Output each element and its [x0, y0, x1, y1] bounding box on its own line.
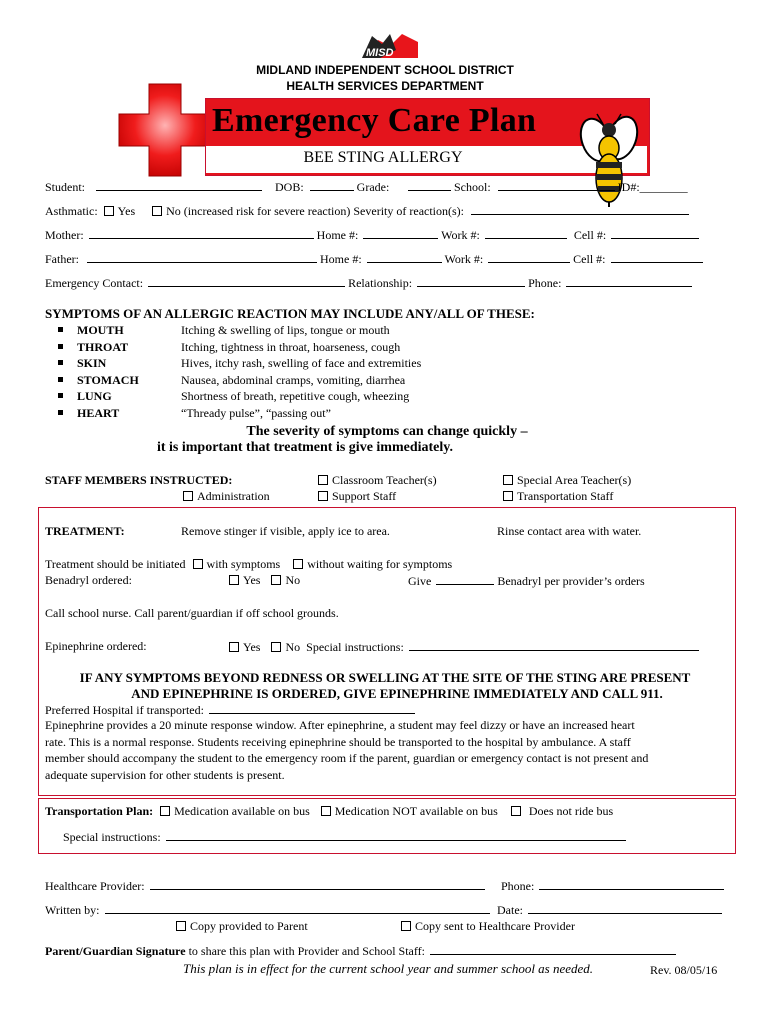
staff-admin-checkbox[interactable] [183, 491, 193, 501]
asthmatic-yes-label: Yes [117, 204, 136, 218]
mother-work-field[interactable] [485, 227, 567, 239]
relationship-label: Relationship: [348, 276, 413, 290]
mother-home-field[interactable] [363, 227, 438, 239]
emergency-row [45, 275, 692, 291]
call-nurse: Call school nurse. Call parent/guardian if off school grounds. [45, 606, 339, 620]
epi-special-label: Special instructions: [306, 640, 404, 654]
staff-transportation-label: Transportation Staff [517, 489, 614, 503]
without-waiting-checkbox[interactable] [293, 559, 303, 569]
dob-label: DOB: [275, 180, 304, 194]
father-row [45, 251, 703, 267]
emergency-contact-label: Emergency Contact: [45, 276, 144, 290]
symptom-area [58, 373, 139, 388]
symptom-description: Itching, tightness in throat, hoarseness, cough [181, 339, 401, 354]
staff-special-area-label: Special Area Teacher(s) [517, 473, 632, 487]
symptom-area-label: LUNG [77, 389, 112, 403]
provider-phone-row [501, 878, 724, 894]
preferred-hospital-field[interactable] [209, 702, 415, 714]
staff-admin [183, 489, 270, 504]
symptom-area [58, 389, 112, 404]
father-home-label: Home #: [320, 252, 362, 266]
dob-row [275, 179, 389, 195]
copy-parent-checkbox[interactable] [176, 921, 186, 931]
symptom-area-label: THROAT [77, 339, 129, 354]
id-label: ID#: [617, 180, 640, 194]
copy-parent [176, 919, 308, 934]
symptoms-heading: SYMPTOMS OF AN ALLERGIC REACTION MAY INCLUDE ANY/ALL OF THESE: [45, 306, 535, 321]
written-by-label: Written by: [45, 903, 100, 917]
father-work-field[interactable] [488, 251, 570, 263]
copy-parent-label: Copy provided to Parent [190, 919, 308, 933]
treatment-rinse: Rinse contact area with water. [497, 524, 642, 538]
med-not-available-checkbox[interactable] [321, 806, 331, 816]
staff-support-checkbox[interactable] [318, 491, 328, 501]
father-cell-field[interactable] [611, 251, 703, 263]
father-cell-label: Cell #: [573, 252, 606, 266]
signature-field[interactable] [430, 943, 676, 955]
mother-cell-field[interactable] [611, 227, 699, 239]
staff-classroom [318, 473, 437, 488]
signature-label-bold: Parent/Guardian Signature [45, 944, 186, 958]
school-field[interactable] [498, 179, 615, 191]
transport-special-field[interactable] [166, 829, 626, 841]
symptom-area [58, 340, 128, 355]
bullet-icon [58, 344, 63, 349]
preferred-hospital-label: Preferred Hospital if transported: [45, 703, 204, 717]
epi-yes-label: Yes [243, 640, 261, 654]
symptom-area-label: SKIN [77, 356, 107, 370]
symptom-description: Nausea, abdominal cramps, vomiting, diarrhea [181, 372, 406, 387]
effective-note: This plan is in effect for the current school year and summer school as needed. [183, 961, 594, 976]
initiated-label: Treatment should be initiated [45, 557, 186, 571]
staff-classroom-label: Classroom Teacher(s) [332, 473, 437, 487]
student-row [45, 179, 262, 195]
severity-field[interactable] [471, 203, 689, 215]
mother-cell-label: Cell #: [573, 228, 607, 242]
benadryl-give-row [408, 573, 645, 589]
epi-special-field[interactable] [409, 639, 699, 651]
bullet-icon [58, 393, 63, 398]
epi-yes-checkbox[interactable] [229, 642, 239, 652]
symptom-description: Shortness of breath, repetitive cough, wheezing [181, 389, 410, 403]
staff-special-area-checkbox[interactable] [503, 475, 513, 485]
initiated-row [45, 557, 452, 572]
transport-special-row [63, 829, 626, 845]
symptom-description: “Thready pulse”, “passing out” [181, 405, 331, 420]
provider-label: Healthcare Provider: [45, 879, 145, 893]
epi-paragraph-line: Epinephrine provides a 20 minute response window. After epinephrine, a student may feel dizzy or have an increased heart [45, 718, 635, 732]
with-symptoms-label: with symptoms [206, 557, 281, 571]
treatment-stinger: Remove stinger if visible, apply ice to area. [181, 524, 390, 538]
benadryl-no-label: No [285, 573, 301, 587]
signature-row [45, 943, 676, 959]
transportation-row [45, 804, 613, 819]
dob-field[interactable] [310, 179, 354, 191]
staff-support-label: Support Staff [332, 489, 397, 503]
department-name: HEALTH SERVICES DEPARTMENT [286, 79, 484, 93]
med-available-label: Medication available on bus [174, 804, 310, 818]
asthmatic-row [45, 203, 689, 219]
relationship-field[interactable] [417, 275, 525, 287]
provider-field[interactable] [150, 878, 485, 890]
epi-paragraph-line: adequate supervision for other students is present. [45, 767, 285, 782]
grade-field-wrap [408, 179, 688, 195]
father-home-field[interactable] [367, 251, 442, 263]
written-by-row [45, 902, 490, 918]
staff-transportation-checkbox[interactable] [503, 491, 513, 501]
staff-classroom-checkbox[interactable] [318, 475, 328, 485]
grade-field[interactable] [408, 179, 451, 191]
bullet-icon [58, 327, 63, 332]
symptom-area-label: STOMACH [77, 372, 139, 387]
provider-phone-field[interactable] [539, 878, 724, 890]
epi-alert-1: IF ANY SYMPTOMS BEYOND REDNESS OR SWELLING AT THE SITE OF THE STING ARE PRESENT [79, 670, 691, 685]
with-symptoms-checkbox[interactable] [193, 559, 203, 569]
severity-warning-2: it is important that treatment is give immediately. [156, 440, 454, 455]
father-work-label: Work #: [444, 252, 484, 266]
epi-alert-2: AND EPINEPHRINE IS ORDERED, GIVE EPINEPHRINE IMMEDIATELY AND CALL 911. [131, 686, 663, 701]
bullet-icon [58, 377, 63, 382]
asthmatic-no-checkbox[interactable] [152, 206, 162, 216]
symptom-description: Itching & swelling of lips, tongue or mouth [181, 323, 390, 337]
epi-paragraph-line: rate. This is a normal response. Students receiving epinephrine should be transported to the hospital by ambulance. A staff [45, 734, 631, 749]
provider-phone-label: Phone: [501, 879, 535, 893]
staff-admin-label: Administration [197, 489, 270, 503]
symptom-area [58, 356, 106, 371]
epi-ordered-label: Epinephrine ordered: [45, 639, 147, 653]
staff-label: STAFF MEMBERS INSTRUCTED: [45, 473, 233, 487]
benadryl-ordered-label: Benadryl ordered: [45, 573, 132, 587]
red-cross-icon [115, 80, 215, 180]
mother-field[interactable] [89, 227, 314, 239]
med-not-available-label: Medication NOT available on bus [334, 804, 498, 818]
logo-text: MISD [366, 47, 394, 59]
date-field[interactable] [528, 902, 722, 914]
benadryl-choice [229, 573, 300, 588]
transportation-label: Transportation Plan: [45, 804, 154, 818]
symptom-area-label: HEART [77, 405, 120, 420]
phone-field[interactable] [566, 275, 692, 287]
asthmatic-no-label: No (increased risk for severe reaction) Severity of reaction(s): [166, 204, 465, 218]
emergency-contact-field[interactable] [148, 275, 345, 287]
preferred-hospital-row [45, 702, 415, 718]
student-field[interactable] [96, 179, 262, 191]
date-label: Date: [497, 903, 523, 917]
benadryl-no-checkbox[interactable] [271, 575, 281, 585]
copy-provider-label: Copy sent to Healthcare Provider [415, 919, 575, 933]
transport-special-label: Special instructions: [63, 830, 161, 844]
benadryl-yes-checkbox[interactable] [229, 575, 239, 585]
epi-paragraph-line: member should accompany the student to the emergency room if the parent, guardian or emergency contact is not present and [45, 751, 649, 765]
bullet-icon [58, 360, 63, 365]
student-label: Student: [45, 180, 86, 194]
asthmatic-yes-checkbox[interactable] [104, 206, 114, 216]
phone-label: Phone: [528, 276, 562, 290]
father-label: Father: [45, 252, 79, 266]
school-label: School: [454, 180, 491, 194]
symptom-area [58, 406, 119, 421]
treatment-label: TREATMENT: [45, 524, 125, 538]
grade-label: Grade: [356, 180, 390, 194]
page-title: Emergency Care Plan [212, 102, 537, 139]
epi-no-label: No [285, 640, 301, 654]
date-row [497, 902, 722, 918]
district-name: MIDLAND INDEPENDENT SCHOOL DISTRICT [256, 63, 514, 77]
asthmatic-label: Asthmatic: [45, 204, 98, 218]
symptom-area-label: MOUTH [77, 323, 124, 337]
benadryl-per-label: Benadryl per provider’s orders [497, 574, 645, 588]
benadryl-dose-field[interactable] [436, 573, 494, 585]
med-available-checkbox[interactable] [160, 806, 170, 816]
no-bus-label: Does not ride bus [528, 804, 614, 818]
staff-special-area [503, 473, 631, 488]
symptom-description: Hives, itchy rash, swelling of face and extremities [181, 356, 422, 370]
revision-note: Rev. 08/05/16 [650, 963, 718, 977]
mother-row [45, 227, 699, 243]
benadryl-yes-label: Yes [243, 573, 261, 587]
father-field[interactable] [87, 251, 317, 263]
no-bus-checkbox[interactable] [511, 806, 521, 816]
misd-logo [360, 30, 420, 60]
mother-home-label: Home #: [316, 228, 359, 242]
symptom-area [58, 323, 124, 338]
mother-label: Mother: [45, 228, 84, 242]
staff-transportation [503, 489, 613, 504]
copy-provider [401, 919, 575, 934]
signature-label-rest: to share this plan with Provider and School Staff: [185, 944, 425, 958]
written-by-field[interactable] [105, 902, 490, 914]
copy-provider-checkbox[interactable] [401, 921, 411, 931]
bullet-icon [58, 410, 63, 415]
epi-no-checkbox[interactable] [271, 642, 281, 652]
severity-warning-1: The severity of symptoms can change quickly – [246, 424, 528, 439]
provider-row [45, 878, 485, 894]
page-subtitle: BEE STING ALLERGY [303, 149, 463, 166]
id-field[interactable]: ________ [639, 180, 688, 194]
staff-support [318, 489, 396, 504]
epi-choice [229, 639, 699, 655]
give-label: Give [408, 574, 432, 588]
without-waiting-label: without waiting for symptoms [307, 557, 453, 571]
mother-work-label: Work #: [441, 228, 480, 242]
